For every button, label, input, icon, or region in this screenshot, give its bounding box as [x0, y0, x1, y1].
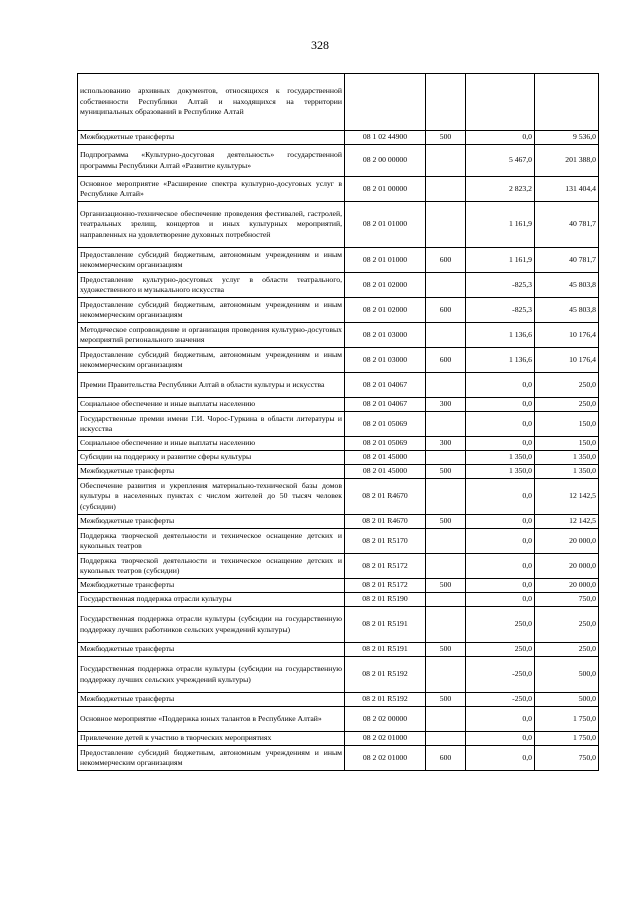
row-expense-type-cell	[426, 732, 466, 746]
table-row	[78, 437, 599, 451]
row-code-cell: 08 2 01 R5172	[345, 554, 426, 579]
row-total-amount-cell: 500,0	[535, 657, 599, 693]
row-change-amount-cell: 1 161,9	[466, 248, 535, 273]
row-change-amount-cell: 0,0	[466, 707, 535, 732]
row-code-cell: 08 2 01 R5172	[345, 579, 426, 593]
row-code-cell: 08 2 01 03000	[345, 323, 426, 348]
row-code-cell: 08 2 01 R5170	[345, 529, 426, 554]
row-expense-type-cell	[426, 373, 466, 398]
table-row	[78, 607, 599, 643]
row-change-amount-cell: 1 136,6	[466, 348, 535, 373]
row-change-amount-cell: 0,0	[466, 746, 535, 771]
table-row	[78, 298, 599, 323]
row-name-cell: Поддержка творческой деятельности и техническое оснащение детских и кукольных театров	[78, 529, 345, 554]
row-expense-type-cell	[426, 451, 466, 465]
row-total-amount-cell: 20 000,0	[535, 529, 599, 554]
row-name-cell: Государственные премии имени Г.И. Чорос-Гуркина в области литературы и искусства	[78, 412, 345, 437]
row-name-cell: Предоставление субсидий бюджетным, автономным учреждениям и иным некоммерческим организациям	[78, 248, 345, 273]
row-total-amount-cell: 12 142,5	[535, 515, 599, 529]
row-expense-type-cell	[426, 479, 466, 515]
row-change-amount-cell: 0,0	[466, 579, 535, 593]
row-code-cell: 08 2 01 R5191	[345, 643, 426, 657]
table-row	[78, 657, 599, 693]
row-total-amount-cell: 250,0	[535, 398, 599, 412]
row-total-amount-cell	[535, 74, 599, 131]
row-total-amount-cell: 131 404,4	[535, 177, 599, 202]
row-code-cell: 08 2 01 04067	[345, 398, 426, 412]
row-name-cell: Межбюджетные трансферты	[78, 693, 345, 707]
page-number: 328	[311, 38, 329, 52]
table-row	[78, 579, 599, 593]
table-row	[78, 273, 599, 298]
row-total-amount-cell: 45 803,8	[535, 273, 599, 298]
row-name-cell: Предоставление субсидий бюджетным, автономным учреждениям и иным некоммерческим организациям	[78, 746, 345, 771]
table-row	[78, 479, 599, 515]
table-row	[78, 465, 599, 479]
row-change-amount-cell: 0,0	[466, 437, 535, 451]
row-code-cell: 08 2 01 03000	[345, 348, 426, 373]
row-name-cell: Межбюджетные трансферты	[78, 579, 345, 593]
row-change-amount-cell	[466, 74, 535, 131]
row-total-amount-cell: 150,0	[535, 437, 599, 451]
row-code-cell: 08 2 02 01000	[345, 732, 426, 746]
row-change-amount-cell: 250,0	[466, 607, 535, 643]
row-change-amount-cell: 5 467,0	[466, 145, 535, 177]
row-total-amount-cell: 9 536,0	[535, 131, 599, 145]
row-name-cell: Обеспечение развития и укрепления материально-технической базы домов культуры в населенных пунктах с числом жителей до 50 тысяч человек (субсидии)	[78, 479, 345, 515]
row-expense-type-cell: 500	[426, 131, 466, 145]
row-name-cell: Субсидии на поддержку и развитие сферы культуры	[78, 451, 345, 465]
row-total-amount-cell: 45 803,8	[535, 298, 599, 323]
row-change-amount-cell: 0,0	[466, 131, 535, 145]
row-expense-type-cell	[426, 145, 466, 177]
row-name-cell: Основное мероприятие «Поддержка юных талантов в Республике Алтай»	[78, 707, 345, 732]
row-expense-type-cell: 600	[426, 746, 466, 771]
row-name-cell: Межбюджетные трансферты	[78, 131, 345, 145]
row-change-amount-cell: -250,0	[466, 693, 535, 707]
row-total-amount-cell: 20 000,0	[535, 579, 599, 593]
row-expense-type-cell	[426, 323, 466, 348]
row-expense-type-cell: 600	[426, 248, 466, 273]
row-change-amount-cell: 0,0	[466, 412, 535, 437]
row-change-amount-cell: -250,0	[466, 657, 535, 693]
row-expense-type-cell	[426, 273, 466, 298]
table-row	[78, 248, 599, 273]
row-total-amount-cell: 10 176,4	[535, 348, 599, 373]
table-row	[78, 451, 599, 465]
row-code-cell: 08 2 01 05069	[345, 412, 426, 437]
row-name-cell: Социальное обеспечение и иные выплаты населению	[78, 437, 345, 451]
row-name-cell: Предоставление культурно-досуговых услуг в области театрального, художественного и музыкального искусства	[78, 273, 345, 298]
row-expense-type-cell: 500	[426, 465, 466, 479]
row-name-cell: Межбюджетные трансферты	[78, 643, 345, 657]
row-change-amount-cell: 0,0	[466, 398, 535, 412]
row-expense-type-cell: 500	[426, 693, 466, 707]
row-change-amount-cell: 0,0	[466, 479, 535, 515]
table-row	[78, 529, 599, 554]
row-code-cell: 08 2 02 01000	[345, 746, 426, 771]
table-row	[78, 732, 599, 746]
table-row	[78, 707, 599, 732]
row-change-amount-cell: 0,0	[466, 593, 535, 607]
row-name-cell: Государственная поддержка отрасли культуры	[78, 593, 345, 607]
row-total-amount-cell: 40 781,7	[535, 248, 599, 273]
row-total-amount-cell: 1 350,0	[535, 465, 599, 479]
row-code-cell: 08 2 01 00000	[345, 177, 426, 202]
row-expense-type-cell	[426, 707, 466, 732]
row-change-amount-cell: 1 136,6	[466, 323, 535, 348]
row-name-cell: использованию архивных документов, относящихся к государственной собственности Республики Алтай и находящихся на территории муниципальных образований в Республике Алтай	[78, 74, 345, 131]
row-name-cell: Государственная поддержка отрасли культуры (субсидии на государственную поддержку лучших работников сельских учреждений культуры)	[78, 607, 345, 643]
row-change-amount-cell: 0,0	[466, 732, 535, 746]
table-row	[78, 643, 599, 657]
row-name-cell: Социальное обеспечение и иные выплаты населению	[78, 398, 345, 412]
row-expense-type-cell	[426, 529, 466, 554]
row-expense-type-cell: 500	[426, 643, 466, 657]
row-total-amount-cell: 1 350,0	[535, 451, 599, 465]
row-name-cell: Методическое сопровождение и организация проведения культурно-досуговых мероприятий регионального значения	[78, 323, 345, 348]
row-expense-type-cell: 600	[426, 298, 466, 323]
row-expense-type-cell	[426, 177, 466, 202]
row-total-amount-cell: 12 142,5	[535, 479, 599, 515]
row-code-cell: 08 2 01 R5190	[345, 593, 426, 607]
row-change-amount-cell: 0,0	[466, 515, 535, 529]
row-expense-type-cell: 500	[426, 515, 466, 529]
table-row	[78, 323, 599, 348]
row-code-cell: 08 2 01 05069	[345, 437, 426, 451]
row-name-cell: Государственная поддержка отрасли культуры (субсидии на государственную поддержку лучших сельских учреждений культуры)	[78, 657, 345, 693]
row-total-amount-cell: 40 781,7	[535, 202, 599, 248]
table-row	[78, 373, 599, 398]
row-total-amount-cell: 250,0	[535, 373, 599, 398]
row-name-cell: Межбюджетные трансферты	[78, 465, 345, 479]
row-expense-type-cell	[426, 607, 466, 643]
row-code-cell: 08 2 01 02000	[345, 298, 426, 323]
row-change-amount-cell: -825,3	[466, 273, 535, 298]
row-code-cell: 08 2 01 01000	[345, 248, 426, 273]
table-row	[78, 348, 599, 373]
row-total-amount-cell: 150,0	[535, 412, 599, 437]
row-code-cell: 08 2 01 04067	[345, 373, 426, 398]
row-expense-type-cell	[426, 593, 466, 607]
table-row	[78, 202, 599, 248]
table-row	[78, 593, 599, 607]
row-name-cell: Поддержка творческой деятельности и техническое оснащение детских и кукольных театров (субсидии)	[78, 554, 345, 579]
row-code-cell: 08 1 02 44900	[345, 131, 426, 145]
row-total-amount-cell: 20 000,0	[535, 554, 599, 579]
row-name-cell: Предоставление субсидий бюджетным, автономным учреждениям и иным некоммерческим организациям	[78, 298, 345, 323]
row-change-amount-cell: 0,0	[466, 529, 535, 554]
row-expense-type-cell	[426, 202, 466, 248]
table-row	[78, 693, 599, 707]
row-change-amount-cell: 0,0	[466, 373, 535, 398]
table-row	[78, 746, 599, 771]
row-total-amount-cell: 500,0	[535, 693, 599, 707]
table-row	[78, 74, 599, 131]
row-total-amount-cell: 10 176,4	[535, 323, 599, 348]
table-row	[78, 412, 599, 437]
row-total-amount-cell: 1 750,0	[535, 707, 599, 732]
row-code-cell: 08 2 01 45000	[345, 451, 426, 465]
row-expense-type-cell	[426, 412, 466, 437]
row-change-amount-cell: 1 350,0	[466, 451, 535, 465]
row-name-cell: Подпрограмма «Культурно-досуговая деятельность» государственной программы Республики Алтай «Развитие культуры»	[78, 145, 345, 177]
row-expense-type-cell: 500	[426, 579, 466, 593]
row-change-amount-cell: 1 161,9	[466, 202, 535, 248]
row-total-amount-cell: 201 388,0	[535, 145, 599, 177]
row-total-amount-cell: 250,0	[535, 643, 599, 657]
row-code-cell: 08 2 02 00000	[345, 707, 426, 732]
row-code-cell: 08 2 01 02000	[345, 273, 426, 298]
row-expense-type-cell	[426, 74, 466, 131]
row-name-cell: Привлечение детей к участию в творческих мероприятиях	[78, 732, 345, 746]
row-total-amount-cell: 750,0	[535, 593, 599, 607]
table-row	[78, 554, 599, 579]
table-row	[78, 177, 599, 202]
row-expense-type-cell: 300	[426, 437, 466, 451]
row-code-cell: 08 2 01 01000	[345, 202, 426, 248]
row-expense-type-cell	[426, 657, 466, 693]
row-expense-type-cell	[426, 554, 466, 579]
row-name-cell: Межбюджетные трансферты	[78, 515, 345, 529]
row-total-amount-cell: 750,0	[535, 746, 599, 771]
row-change-amount-cell: -825,3	[466, 298, 535, 323]
row-name-cell: Основное мероприятие «Расширение спектра культурно-досуговых услуг в Республике Алтай»	[78, 177, 345, 202]
row-change-amount-cell: 1 350,0	[466, 465, 535, 479]
row-change-amount-cell: 2 823,2	[466, 177, 535, 202]
row-code-cell: 08 2 01 R4670	[345, 515, 426, 529]
row-code-cell	[345, 74, 426, 131]
table-row	[78, 145, 599, 177]
row-name-cell: Премии Правительства Республики Алтай в области культуры и искусства	[78, 373, 345, 398]
budget-table	[77, 73, 599, 771]
row-total-amount-cell: 1 750,0	[535, 732, 599, 746]
row-change-amount-cell: 0,0	[466, 554, 535, 579]
row-expense-type-cell: 600	[426, 348, 466, 373]
row-name-cell: Предоставление субсидий бюджетным, автономным учреждениям и иным некоммерческим организациям	[78, 348, 345, 373]
row-code-cell: 08 2 01 R4670	[345, 479, 426, 515]
row-change-amount-cell: 250,0	[466, 643, 535, 657]
row-code-cell: 08 2 01 R5191	[345, 607, 426, 643]
row-code-cell: 08 2 00 00000	[345, 145, 426, 177]
table-row	[78, 398, 599, 412]
table-row	[78, 131, 599, 145]
row-code-cell: 08 2 01 R5192	[345, 657, 426, 693]
row-expense-type-cell: 300	[426, 398, 466, 412]
row-code-cell: 08 2 01 45000	[345, 465, 426, 479]
row-name-cell: Организационно-техническое обеспечение проведения фестивалей, гастролей, театральных зрелищ, концертов и иных культурных мероприятий, направленных на удовлетворение духовных потребностей	[78, 202, 345, 248]
row-code-cell: 08 2 01 R5192	[345, 693, 426, 707]
row-total-amount-cell: 250,0	[535, 607, 599, 643]
table-row	[78, 515, 599, 529]
